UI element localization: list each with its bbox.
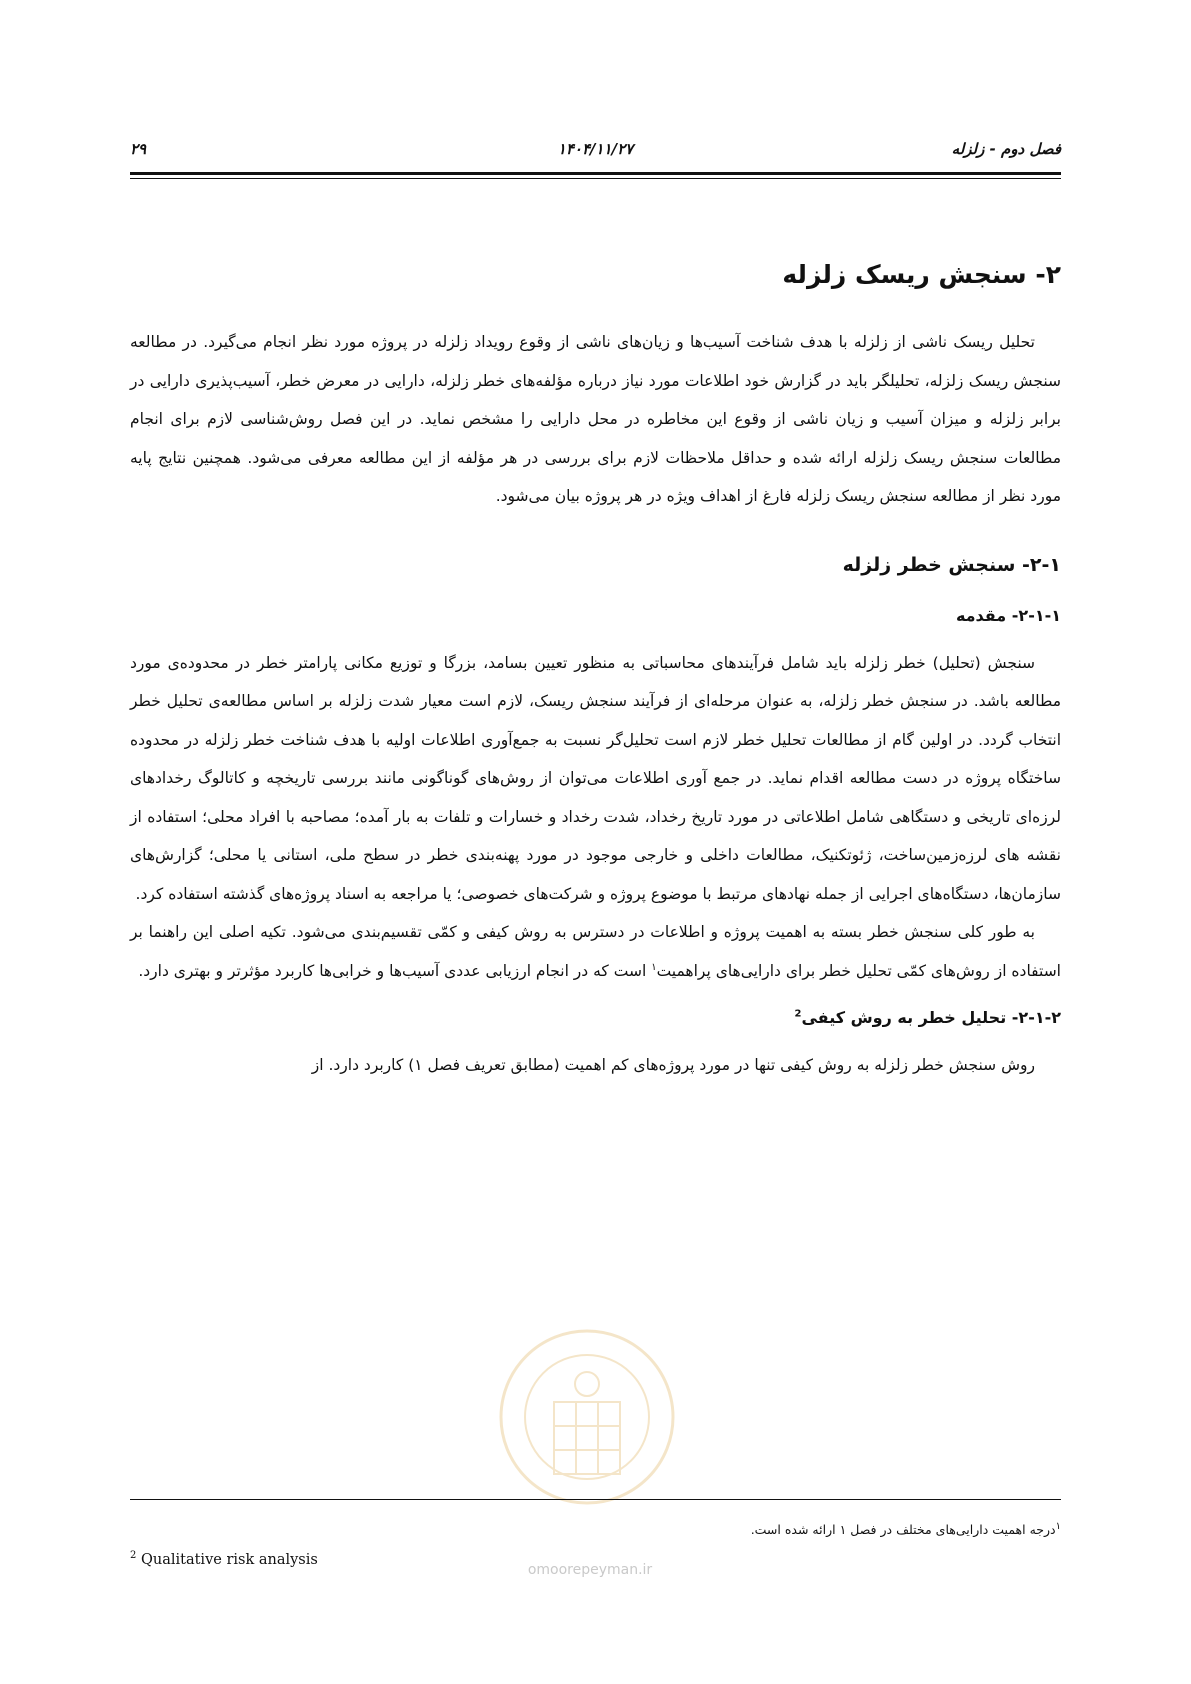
chapter-label: فصل دوم - زلزله	[951, 140, 1061, 158]
footnote-2	[130, 1552, 318, 1568]
footnote-rule	[130, 1499, 1061, 1500]
footnote-2-text: Qualitative risk analysis	[136, 1552, 318, 1568]
header-rule-thin	[130, 178, 1061, 179]
page-number: ۲۹	[130, 140, 147, 158]
header-date: ۱۴۰۴/۱۱/۲۷	[557, 140, 634, 158]
intro-heading: ۲-۱-۱- مقدمه	[955, 605, 1061, 625]
footnote-ref-2[interactable]: 2	[794, 1008, 802, 1020]
subsection-title: ۲-۱- سنجش خطر زلزله	[842, 553, 1061, 576]
qualitative-heading-text: ۲-۱-۲- تحلیل خطر به روش کیفی	[801, 1008, 1061, 1027]
watermark-url: omoorepeyman.ir	[527, 1562, 653, 1578]
intro-paragraph-1: سنجش (تحلیل) خطر زلزله باید شامل فرآیندهای محاسباتی به منظور تعیین بسامد، بزرگا و توزیع مکانی پارامتر خطر در محدوده‌ی مورد مطالعه باشد. در سنجش خطر زلزله، به عنوان مرحله‌ای از فرآیند سنجش ریسک، لازم است معیار شدت زلزله بر اساس مطالعه‌ی تحلیل خطر انتخاب گردد. در اولین گام از مطالعات تحلیل خطر لازم است تحلیل‌گر نسبت به جمع‌آوری اطلاعات اولیه با هدف شناخت خطر زلزله در محدوده ساختگاه پروژه در دست مطالعه اقدام نماید. در جمع آوری اطلاعات می‌توان از روش‌های گوناگونی مانند بررسی تاریخچه و کاتالوگ رخدادهای لرزه‌ای تاریخی و دستگاهی شامل اطلاعاتی در مورد تاریخ رخداد، شدت رخداد و خسارات و تلفات به بار آمده؛ مصاحبه با افراد محلی؛ استفاده از نقشه های لرزه‌زمین‌ساخت، ژئوتکنیک، مطالعات داخلی و خارجی موجود در مورد پهنه‌بندی خطر در سطح ملی، استانی یا محلی؛ گزارش‌های سازمان‌ها، دستگاه‌های اجرایی از جمله نهادهای مرتبط با موضوع پروژه و شرکت‌های خصوصی؛ یا مراجعه به اسناد پروژه‌های گذشته استفاده کرد.	[130, 653, 1061, 903]
page-content	[130, 255, 1061, 1085]
intro-paragraph-2	[130, 913, 1061, 990]
header-rule-thick	[130, 172, 1061, 175]
qualitative-heading	[130, 1004, 1061, 1032]
footnote-ref-1[interactable]: ۱	[651, 961, 657, 973]
intro-paragraph-2-part-b: است که در انجام ارزیابی عددی آسیب‌ها و خرابی‌ها کاربرد مؤثرتر و بهتری دارد.	[138, 961, 652, 980]
section-title: ۲- سنجش ریسک زلزله	[782, 260, 1061, 289]
section-intro-paragraph: تحلیل ریسک ناشی از زلزله با هدف شناخت آسیب‌ها و زیان‌های ناشی از وقوع رویداد زلزله در پروژه مورد نظر انجام می‌گیرد. در مطالعه سنجش ریسک زلزله، تحلیلگر باید در گزارش خود اطلاعات مورد نیاز درباره مؤلفه‌های خطر زلزله، دارایی در معرض خطر، آسیب‌پذیری دارایی در برابر زلزله و میزان آسیب و زیان ناشی از وقوع این مخاطره در محل دارایی را مشخص نماید. در این فصل روش‌شناسی لازم برای انجام مطالعات سنجش ریسک زلزله ارائه شده و حداقل ملاحظات لازم برای بررسی در هر مؤلفه از این مطالعه معرفی می‌شود. همچنین نتایج پایه مورد نظر از مطالعه سنجش ریسک زلزله فارغ از اهداف ویژه در هر پروژه بیان می‌شود.	[130, 333, 1061, 505]
seal-watermark-icon	[492, 1322, 682, 1522]
footnote-1-mark: ۱	[1055, 1520, 1061, 1532]
footnote-1-text: درجه اهمیت دارایی‌های مختلف در فصل ۱ ارائه شده است.	[750, 1522, 1056, 1537]
footnote-2-mark: 2	[130, 1550, 137, 1562]
running-header	[130, 140, 1061, 166]
intro-paragraph-2-part-a: به طور کلی سنجش خطر بسته به اهمیت پروژه و اطلاعات در دسترس به روش کیفی و کمّی تقسیم‌بندی می‌شود. تکیه اصلی این راهنما بر استفاده از روش‌های کمّی تحلیل خطر برای دارایی‌های پراهمیت	[130, 923, 1061, 980]
footnote-1	[751, 1522, 1061, 1537]
qualitative-paragraph: روش سنجش خطر زلزله به روش کیفی تنها در مورد پروژه‌های کم اهمیت (مطابق تعریف فصل ۱) کاربرد دارد. از	[311, 1056, 1035, 1074]
